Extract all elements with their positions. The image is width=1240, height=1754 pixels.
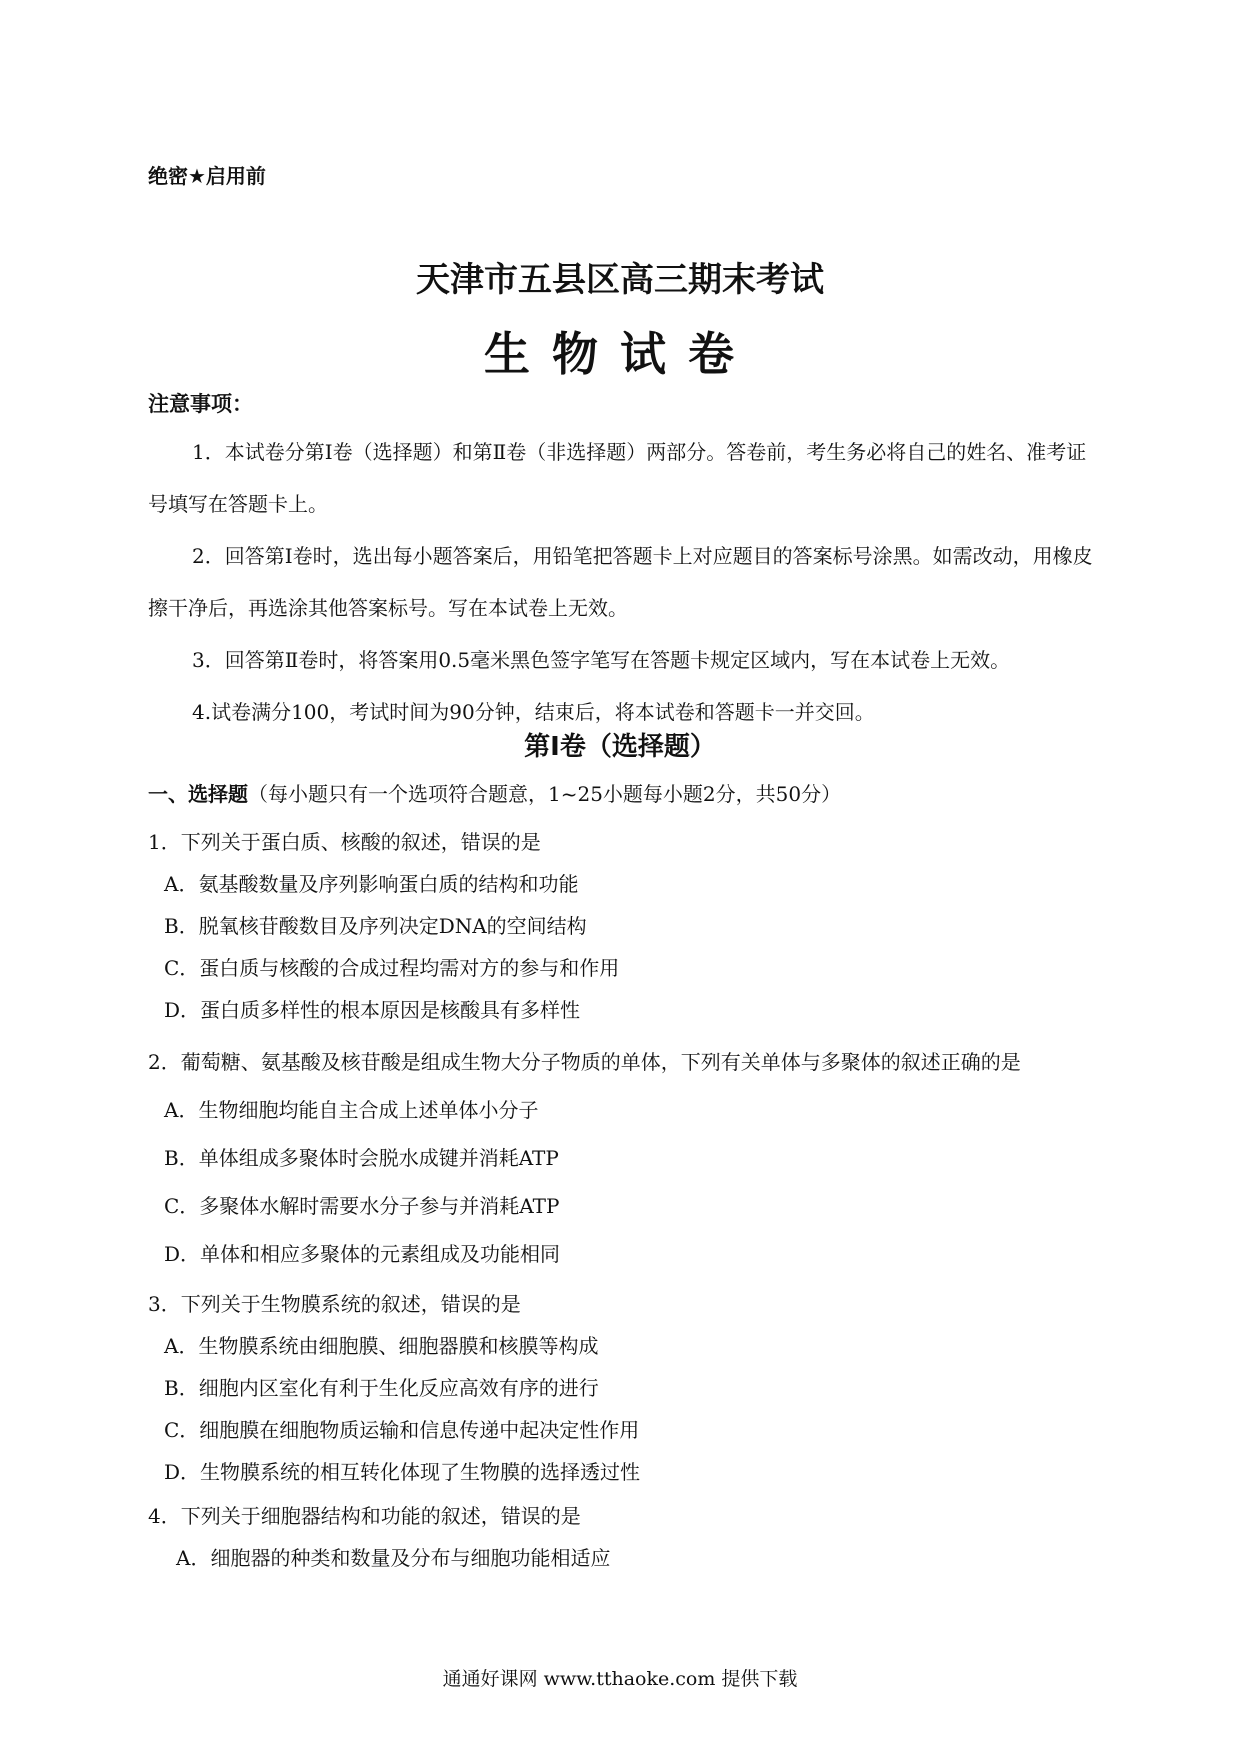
- notice-item: 1．本试卷分第Ⅰ卷（选择题）和第Ⅱ卷（非选择题）两部分。答卷前，考生务必将自己的姓名、准考证号填写在答题卡上。: [148, 440, 1087, 516]
- notice-item: 2．回答第Ⅰ卷时，选出每小题答案后，用铅笔把答题卡上对应题目的答案标号涂黑。如需改动，用橡皮擦干净后，再选涂其他答案标号。写在本试卷上无效。: [148, 544, 1093, 620]
- question-stem: 1．下列关于蛋白质、核酸的叙述，错误的是: [148, 830, 541, 854]
- question-option: A．细胞器的种类和数量及分布与细胞功能相适应: [176, 1546, 611, 1570]
- footer-source: 通通好课网 www.tthaoke.com 提供下载: [442, 1668, 798, 1690]
- question-option: A．生物细胞均能自主合成上述单体小分子: [164, 1098, 539, 1122]
- question-option: B．单体组成多聚体时会脱水成键并消耗ATP: [164, 1146, 559, 1170]
- confidential-mark: 绝密★启用前: [148, 164, 266, 188]
- notice-heading: 注意事项：: [148, 392, 253, 416]
- exam-title: 天津市五县区高三期末考试: [416, 260, 824, 300]
- question-option: A．氨基酸数量及序列影响蛋白质的结构和功能: [164, 872, 579, 896]
- part-note: （每小题只有一个选项符合题意，1~25小题每小题2分，共50分）: [248, 782, 842, 806]
- part-heading: [148, 778, 841, 807]
- section-title: 第Ⅰ卷（选择题）: [524, 732, 716, 762]
- question-option: B．脱氧核苷酸数目及序列决定DNA的空间结构: [164, 914, 587, 938]
- question-stem: 2．葡萄糖、氨基酸及核苷酸是组成生物大分子物质的单体，下列有关单体与多聚体的叙述正确的是: [148, 1050, 1021, 1074]
- notice-list: [148, 426, 1106, 738]
- question-stem: 3．下列关于生物膜系统的叙述，错误的是: [148, 1292, 521, 1316]
- question-option: C．细胞膜在细胞物质运输和信息传递中起决定性作用: [164, 1418, 640, 1442]
- notice-item: 3．回答第Ⅱ卷时，将答案用0.5毫米黑色签字笔写在答题卡规定区域内，写在本试卷上无效。: [192, 648, 1011, 672]
- question-stem: 4．下列关于细胞器结构和功能的叙述，错误的是: [148, 1504, 581, 1528]
- exam-subject-title: 生物试卷: [484, 327, 756, 381]
- question-option: C．蛋白质与核酸的合成过程均需对方的参与和作用: [164, 956, 620, 980]
- question-option: C．多聚体水解时需要水分子参与并消耗ATP: [164, 1194, 560, 1218]
- question-option: A．生物膜系统由细胞膜、细胞器膜和核膜等构成: [164, 1334, 599, 1358]
- question-option: B．细胞内区室化有利于生化反应高效有序的进行: [164, 1376, 599, 1400]
- question-option: D．生物膜系统的相互转化体现了生物膜的选择透过性: [164, 1460, 641, 1484]
- part-label: 一、选择题: [148, 782, 248, 806]
- question-option: D．单体和相应多聚体的元素组成及功能相同: [164, 1242, 561, 1266]
- notice-item: 4.试卷满分100，考试时间为90分钟，结束后，将本试卷和答题卡一并交回。: [192, 700, 875, 724]
- question-option: D．蛋白质多样性的根本原因是核酸具有多样性: [164, 998, 581, 1022]
